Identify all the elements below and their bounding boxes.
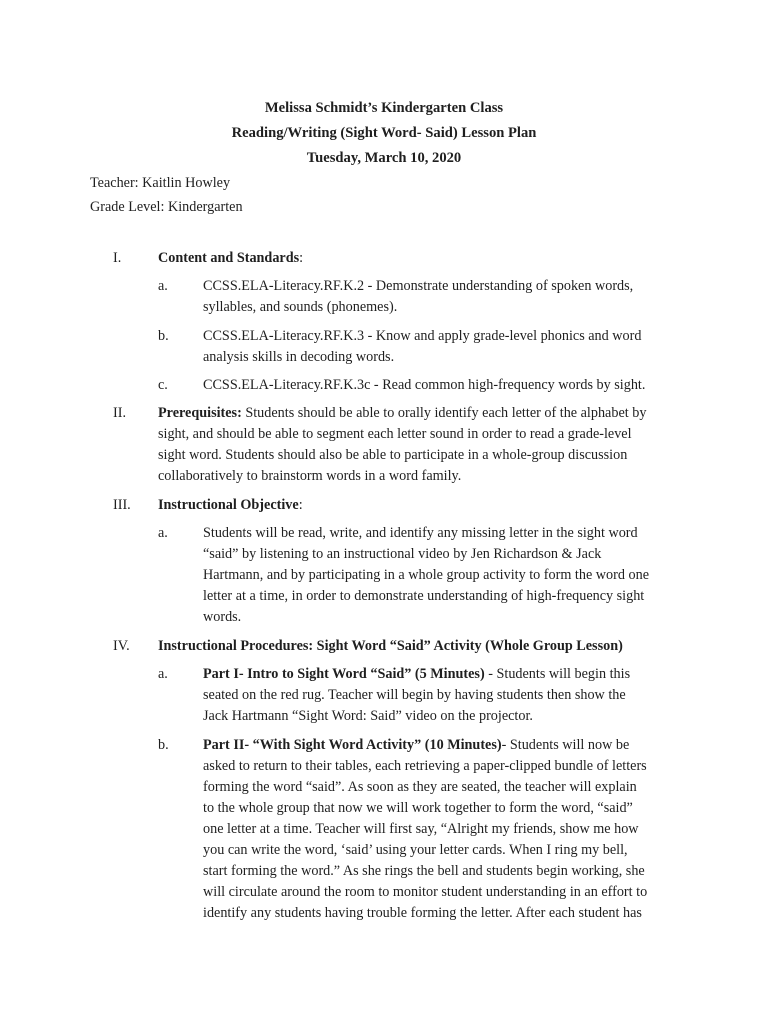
section-heading-text: Prerequisites: bbox=[158, 405, 242, 421]
section-heading bbox=[158, 636, 623, 657]
heading-colon: : bbox=[299, 250, 304, 266]
text-line: CCSS.ELA-Literacy.RF.K.2 - Demonstrate understanding of spoken words, bbox=[203, 278, 634, 294]
text-line: Hartmann, and by participating in a whole group activity to form the word one bbox=[203, 567, 649, 583]
list-item bbox=[203, 375, 645, 396]
part-title: Part II- “With Sight Word Activity” (10 Minutes) bbox=[203, 737, 502, 753]
text-line: Students will be read, write, and identify any missing letter in the sight word bbox=[203, 525, 638, 541]
section-heading-text: Content and Standards bbox=[158, 250, 300, 266]
section-heading bbox=[158, 248, 303, 269]
prerequisites-paragraph bbox=[158, 403, 646, 487]
text-line: you can write the word, ‘said’ using your letter cards. When I ring my bell, bbox=[203, 842, 628, 858]
section-heading bbox=[158, 495, 303, 516]
section-numeral: IV. bbox=[113, 638, 130, 654]
list-item bbox=[203, 326, 641, 368]
text-line: one letter at a time. Teacher will first say, “Alright my friends, show me how bbox=[203, 821, 639, 837]
list-item bbox=[203, 276, 633, 318]
lesson-date: Tuesday, March 10, 2020 bbox=[306, 150, 462, 166]
item-letter: b. bbox=[158, 737, 169, 753]
text-line: Jack Hartmann “Sight Word: Said” video on the projector. bbox=[203, 708, 533, 724]
list-item bbox=[203, 735, 647, 924]
text-line: words. bbox=[203, 609, 242, 625]
text-run: - Students will now be bbox=[501, 737, 630, 753]
heading-colon: : bbox=[298, 497, 303, 513]
part-title: Part I- Intro to Sight Word “Said” (5 Minutes) bbox=[203, 666, 485, 682]
text-run: - Students will begin this bbox=[484, 666, 631, 682]
text-line: start forming the word.” As she rings the bell and students begin working, she bbox=[203, 863, 645, 879]
list-item bbox=[203, 664, 630, 727]
text-line: CCSS.ELA-Literacy.RF.K.3c - Read common high-frequency words by sight. bbox=[203, 377, 646, 393]
item-letter: a. bbox=[158, 525, 168, 541]
text-line: to the whole group that now we will work together to form the word, “said” bbox=[203, 800, 633, 816]
text-line: sight word. Students should also be able to participate in a whole-group discussion bbox=[158, 447, 628, 463]
text-line: “said” by listening to an instructional video by Jen Richardson & Jack bbox=[203, 546, 602, 562]
section-numeral: I. bbox=[113, 250, 122, 266]
teacher-line: Teacher: Kaitlin Howley bbox=[90, 175, 231, 191]
text-line: asked to return to their tables, each retrieving a paper-clipped bundle of letters bbox=[203, 758, 647, 774]
section-heading-text: Instructional Procedures: Sight Word “Said” Activity (Whole Group Lesson) bbox=[158, 638, 623, 654]
text-line: sight, and should be able to segment each letter sound in order to read a grade-level bbox=[158, 426, 632, 442]
text-line: forming the word “said”. As soon as they are seated, the teacher will explain bbox=[203, 779, 637, 795]
item-letter: a. bbox=[158, 666, 168, 682]
item-letter: b. bbox=[158, 328, 169, 344]
lesson-title: Reading/Writing (Sight Word- Said) Lesson Plan bbox=[231, 125, 537, 141]
item-letter: c. bbox=[158, 377, 168, 393]
item-letter: a. bbox=[158, 278, 168, 294]
text-line: identify any students having trouble forming the letter. After each student has bbox=[203, 905, 642, 921]
text-run: Students should be able to orally identify each letter of the alphabet by bbox=[241, 405, 647, 421]
list-item bbox=[203, 523, 649, 628]
text-line: collaboratively to brainstorm words in a word family. bbox=[158, 468, 462, 484]
section-numeral: II. bbox=[113, 405, 126, 421]
text-line: syllables, and sounds (phonemes). bbox=[203, 299, 398, 315]
text-line: letter at a time, in order to demonstrate understanding of high-frequency sight bbox=[203, 588, 645, 604]
text-line: analysis skills in decoding words. bbox=[203, 349, 395, 365]
text-line: seated on the red rug. Teacher will begin by having students then show the bbox=[203, 687, 626, 703]
section-numeral: III. bbox=[113, 497, 131, 513]
text-line: CCSS.ELA-Literacy.RF.K.3 - Know and apply grade-level phonics and word bbox=[203, 328, 642, 344]
grade-level-line: Grade Level: Kindergarten bbox=[90, 199, 243, 215]
section-heading-text: Instructional Objective bbox=[158, 497, 299, 513]
text-line: will circulate around the room to monitor student understanding in an effort to bbox=[203, 884, 648, 900]
class-title: Melissa Schmidt’s Kindergarten Class bbox=[264, 100, 504, 116]
